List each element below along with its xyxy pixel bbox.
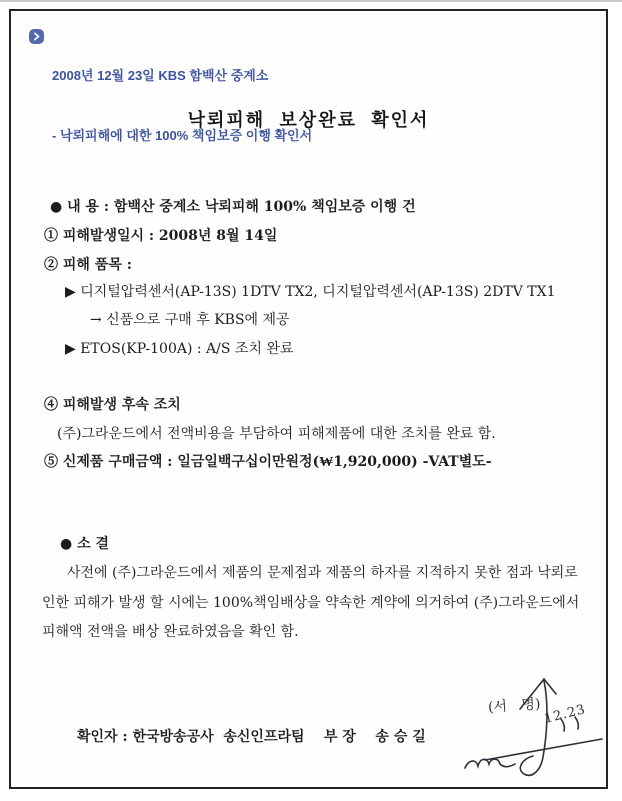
header-line-1: 2008년 12월 23일 KBS 함백산 중계소 [52, 68, 269, 83]
handwritten-signature [452, 667, 612, 787]
content-line-item-provided: → 신품으로 구매 후 KBS에 제공 [90, 312, 290, 328]
scan-edge-artifact [0, 0, 622, 2]
content-line-purchase-amount: ⑤ 신제품 구매금액 : 일금일백구십이만원정(₩1,920,000) -VAT별도- [44, 454, 492, 470]
header-line-2: - 낙뢰피해에 대한 100% 책임보증 이행 확인서 [52, 128, 313, 143]
signature-date: 12.23 [542, 702, 588, 727]
content-line-conclusion-head: ● 소 결 [60, 536, 110, 552]
content-line-conclusion-3: 피해액 전액을 배상 완료하였음을 확인 함. [42, 624, 299, 640]
content-line-damage-date: ① 피해발생일시 : 2008년 8월 14일 [44, 228, 278, 244]
content-line-followup-desc: (주)그라운드에서 전액비용을 부담하여 피해제품에 대한 조치를 완료 함. [57, 426, 496, 442]
signature-strokes-icon [452, 667, 612, 787]
content-line-item-sensors: ▶ 디지털압력센서(AP-13S) 1DTV TX2, 디지털압력센서(AP-13S) 2DTV TX1 [65, 284, 556, 300]
content-line-damage-items: ② 피해 품목 : [44, 257, 132, 273]
chevron-right-icon [29, 29, 44, 44]
content-line-subject: ● 내 용 : 함백산 중계소 낙뢰피해 100% 책임보증 이행 건 [50, 199, 416, 215]
signer-line: 확인자 : 한국방송공사 송신인프라팀 부 장 송 승 길 [77, 729, 426, 745]
document-title: 낙뢰피해 보상완료 확인서 [187, 110, 430, 131]
document-frame [9, 9, 608, 789]
content-line-item-etos: ▶ ETOS(KP-100A) : A/S 조치 완료 [65, 341, 294, 357]
content-line-conclusion-1: 사전에 (주)그라운드에서 제품의 문제점과 제품의 하자를 지적하지 못한 점과 낙뢰로 [67, 565, 578, 581]
content-line-conclusion-2: 인한 피해가 발생 할 시에는 100%책임배상을 약속한 계약에 의거하여 (주)그라운드에서 [42, 595, 580, 611]
signature-label: (서 명) [487, 696, 542, 716]
content-line-followup: ④ 피해발생 후속 조치 [44, 397, 181, 413]
